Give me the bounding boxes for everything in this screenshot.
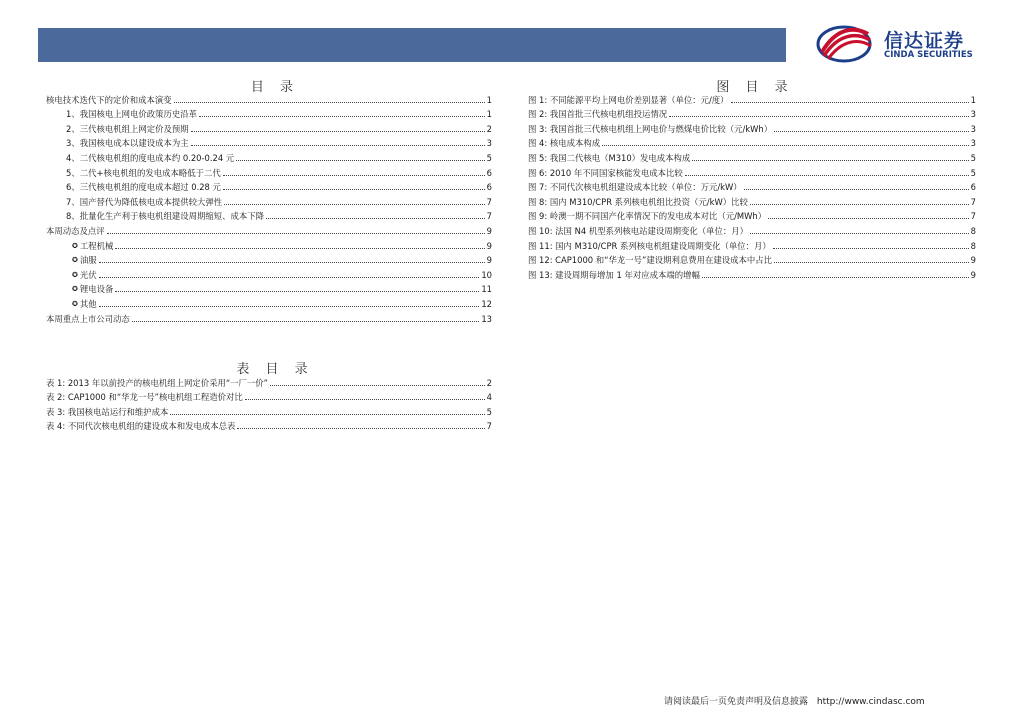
toc-item-page: 3 — [486, 138, 492, 149]
dot-leader — [266, 218, 485, 219]
figure-item-text: 图 2: 我国首批三代核电机组投运情况 — [528, 109, 668, 120]
dot-leader — [245, 399, 485, 400]
bullet-icon: ✪ — [72, 241, 78, 250]
cinda-logo — [814, 22, 994, 66]
toc-item-page: 10 — [481, 269, 492, 280]
table-item-page: 4 — [486, 392, 492, 403]
toc-item-text: 本周重点上市公司动态 — [46, 313, 130, 324]
toc-item[interactable] — [46, 237, 492, 252]
dot-leader — [199, 116, 485, 117]
figure-item[interactable] — [528, 135, 976, 150]
dot-leader — [223, 189, 485, 190]
figure-item[interactable] — [528, 266, 976, 281]
figure-item-text: 图 6: 2010 年不同国家核能发电成本比较 — [528, 167, 683, 178]
figure-item-text: 图 11: 国内 M310/CPR 系列核电机组建设周期变化（单位：月） — [528, 240, 771, 251]
toc-item-page: 1 — [486, 109, 492, 120]
toc-item-text: 4、二代核电机组的度电成本约 0.20-0.24 元 — [66, 152, 235, 163]
tables-title: 表 目 录 — [236, 362, 314, 377]
dot-leader — [669, 116, 969, 117]
table-item[interactable] — [46, 389, 492, 404]
dot-leader — [602, 145, 969, 146]
toc-item[interactable] — [46, 193, 492, 208]
footer — [664, 694, 925, 707]
dot-leader — [115, 248, 484, 249]
figures-title: 图 目 录 — [716, 80, 794, 95]
figures-list — [528, 91, 976, 281]
figure-item-text: 图 12: CAP1000 和“华龙一号”建设期利息费用在建设成本中占比 — [528, 255, 772, 266]
figure-item-page: 5 — [970, 167, 976, 178]
toc-item-page: 2 — [486, 123, 492, 134]
figure-item-text: 图 8: 国内 M310/CPR 系列核电机组比投资（元/kW）比较 — [528, 196, 748, 207]
dot-leader — [692, 160, 968, 161]
toc-item-text: 本周动态及点评 — [46, 225, 105, 236]
toc-item[interactable] — [46, 106, 492, 121]
figure-item-page: 5 — [970, 152, 976, 163]
toc-item-page: 11 — [481, 284, 492, 295]
table-item-text: 表 1: 2013 年以前投产的核电机组上网定价采用“一厂一价” — [46, 377, 269, 388]
cinda-logo-icon — [814, 22, 878, 66]
figure-item[interactable] — [528, 120, 976, 135]
figure-item-page: 6 — [970, 182, 976, 193]
figure-item-text: 图 10: 法国 N4 机型系列核电站建设周期变化（单位：月） — [528, 225, 748, 236]
figure-item[interactable] — [528, 179, 976, 194]
bullet-icon: ✪ — [72, 270, 78, 279]
figure-item[interactable] — [528, 237, 976, 252]
figure-item-text: 图 5: 我国二代核电（M310）发电成本构成 — [528, 152, 691, 163]
figure-item-text: 图 9: 岭澳一期不同国产化率情况下的发电成本对比（元/MWh） — [528, 211, 767, 222]
header-band — [38, 28, 786, 62]
figure-item-page: 7 — [970, 196, 976, 207]
tables-list — [46, 374, 492, 432]
figure-item-page: 9 — [970, 255, 976, 266]
toc-item[interactable] — [46, 120, 492, 135]
figure-item[interactable] — [528, 208, 976, 223]
dot-leader — [270, 385, 485, 386]
toc-title: 目 录 — [250, 80, 300, 95]
toc-item-page: 7 — [486, 211, 492, 222]
table-item[interactable] — [46, 403, 492, 418]
figure-item[interactable] — [528, 164, 976, 179]
table-item-page: 5 — [486, 406, 492, 417]
toc-item-page: 6 — [486, 167, 492, 178]
figure-item-text: 图 13: 建设周期每增加 1 年对应成本端的增幅 — [528, 269, 700, 280]
toc-item-text: 7、国产替代为降低核电成本提供较大弹性 — [66, 196, 223, 207]
dot-leader — [174, 102, 485, 103]
toc-item[interactable] — [46, 295, 492, 310]
toc-item[interactable] — [46, 179, 492, 194]
table-item-page: 7 — [486, 421, 492, 432]
toc-item-text: 锂电设备 — [79, 284, 114, 295]
brand-name-en: CINDA SECURITIES — [884, 50, 973, 60]
figure-item[interactable] — [528, 222, 976, 237]
dot-leader — [702, 277, 969, 278]
toc-item[interactable] — [46, 252, 492, 267]
toc-item[interactable] — [46, 91, 492, 106]
toc-item-text: 光伏 — [79, 269, 97, 280]
dot-leader — [774, 262, 969, 263]
dot-leader — [99, 262, 485, 263]
dot-leader — [99, 277, 480, 278]
dot-leader — [731, 102, 969, 103]
toc-item[interactable] — [46, 281, 492, 296]
toc-item[interactable] — [46, 164, 492, 179]
figure-item[interactable] — [528, 252, 976, 267]
footer-disclaimer: 请阅读最后一页免责声明及信息披露 — [664, 697, 809, 707]
figure-item-page: 3 — [970, 123, 976, 134]
toc-item[interactable] — [46, 149, 492, 164]
toc-item-text: 1、我国核电上网电价政策历史沿革 — [66, 109, 197, 120]
toc-item-text: 3、我国核电成本以建设成本为主 — [66, 138, 189, 149]
toc-item-page: 9 — [486, 240, 492, 251]
dot-leader — [107, 233, 485, 234]
toc-item-page: 7 — [486, 196, 492, 207]
toc-item-text: 油服 — [79, 255, 97, 266]
figure-item-page: 8 — [970, 225, 976, 236]
table-item-text: 表 4: 不同代次核电机组的建设成本和发电成本总表 — [46, 421, 236, 432]
toc-item-page: 5 — [486, 152, 492, 163]
toc-list — [46, 91, 492, 325]
toc-item[interactable] — [46, 310, 492, 325]
figure-item-page: 9 — [970, 269, 976, 280]
toc-item-page: 1 — [486, 94, 492, 105]
toc-item-text: 2、三代核电机组上网定价及预期 — [66, 123, 189, 134]
figure-item-text: 图 7: 不同代次核电机组建设成本比较（单位：万元/kW） — [528, 182, 742, 193]
toc-item-page: 6 — [486, 182, 492, 193]
toc-item-text: 6、三代核电机组的度电成本超过 0.28 元 — [66, 182, 221, 193]
table-item[interactable] — [46, 374, 492, 389]
dot-leader — [115, 291, 479, 292]
bullet-icon: ✪ — [72, 285, 78, 294]
toc-item-text: 8、批量化生产利于核电机组建设周期缩短、成本下降 — [66, 211, 264, 222]
dot-leader — [224, 204, 485, 205]
dot-leader — [236, 160, 484, 161]
toc-item[interactable] — [46, 135, 492, 150]
figure-item-page: 7 — [970, 211, 976, 222]
footer-url[interactable]: http://www.cindasc.com — [816, 697, 925, 707]
dot-leader — [191, 131, 485, 132]
toc-item-page: 13 — [481, 313, 492, 324]
toc-item-page: 9 — [486, 255, 492, 266]
brand-name-cn: 信达证券 — [884, 30, 965, 52]
table-item-text: 表 2: CAP1000 和“华龙一号”核电机组工程造价对比 — [46, 392, 243, 403]
figure-item-page: 3 — [970, 109, 976, 120]
figure-item-page: 8 — [970, 240, 976, 251]
table-item-text: 表 3: 我国核电站运行和维护成本 — [46, 406, 169, 417]
toc-item[interactable] — [46, 208, 492, 223]
dot-leader — [685, 175, 969, 176]
dot-leader — [191, 145, 485, 146]
dot-leader — [750, 233, 969, 234]
dot-leader — [99, 306, 480, 307]
toc-item-text: 其他 — [79, 298, 97, 309]
figure-item-page: 3 — [970, 138, 976, 149]
toc-item-page: 12 — [481, 298, 492, 309]
bullet-icon: ✪ — [72, 299, 78, 308]
toc-item-page: 9 — [486, 225, 492, 236]
figure-item[interactable] — [528, 91, 976, 106]
table-item[interactable] — [46, 418, 492, 433]
figure-item-text: 图 1: 不同能源平均上网电价差别显著（单位：元/度） — [528, 94, 729, 105]
toc-item[interactable] — [46, 222, 492, 237]
dot-leader — [774, 131, 969, 132]
bullet-icon: ✪ — [72, 256, 78, 265]
figure-item[interactable] — [528, 106, 976, 121]
dot-leader — [223, 175, 485, 176]
dot-leader — [132, 321, 480, 322]
dot-leader — [773, 248, 969, 249]
dot-leader — [744, 189, 969, 190]
dot-leader — [750, 204, 969, 205]
table-item-page: 2 — [486, 377, 492, 388]
toc-item-text: 核电技术迭代下的定价和成本演变 — [46, 94, 172, 105]
figure-item-text: 图 3: 我国首批三代核电机组上网电价与燃煤电价比较（元/kWh） — [528, 123, 773, 134]
dot-leader — [768, 218, 969, 219]
figure-item[interactable] — [528, 193, 976, 208]
figure-item-page: 1 — [970, 94, 976, 105]
toc-item-text: 5、二代+核电机组的发电成本略低于二代 — [66, 167, 221, 178]
dot-leader — [237, 428, 484, 429]
figure-item[interactable] — [528, 149, 976, 164]
dot-leader — [170, 414, 484, 415]
toc-item-text: 工程机械 — [79, 240, 114, 251]
toc-item[interactable] — [46, 266, 492, 281]
figure-item-text: 图 4: 核电成本构成 — [528, 138, 601, 149]
